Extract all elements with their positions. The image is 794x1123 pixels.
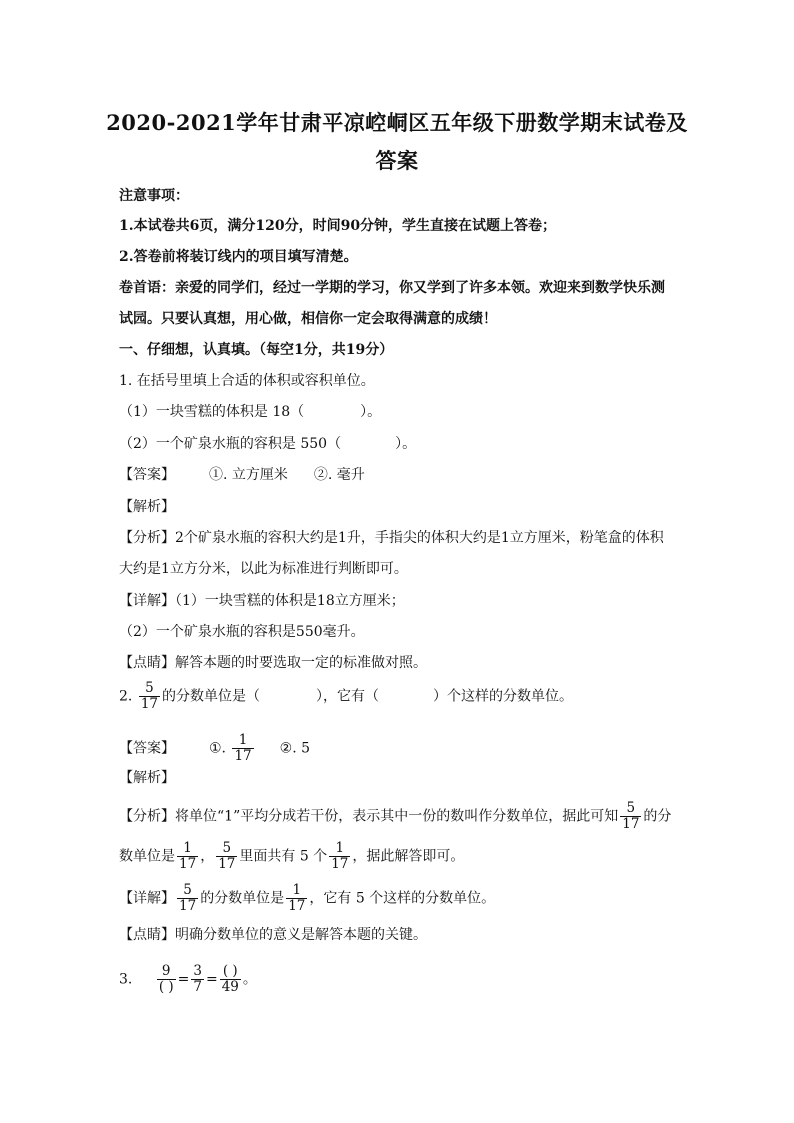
q1-sub-2 xyxy=(119,434,416,454)
q2-fenxi-text-c: 数单位是 xyxy=(119,848,175,865)
q1-analysis-label: 【解析】 xyxy=(119,499,175,515)
q2-fenxi-line-1 xyxy=(119,801,671,832)
q3-fraction-3 xyxy=(220,964,241,995)
q2-fenxi-fraction-5-17 xyxy=(620,801,641,832)
q2-stem-text-c: ）个这样的分数单位。 xyxy=(433,688,573,705)
q2-answer-fraction-1-17 xyxy=(232,733,253,764)
fraction-denominator: 17 xyxy=(218,856,236,872)
q1-fenxi-line-2: 大约是1立方分米，以此为标准进行判断即可。 xyxy=(119,561,408,577)
fraction-denominator: 17 xyxy=(179,898,197,914)
q2-detail-fraction-1-17 xyxy=(286,883,307,914)
fraction-denominator: 7 xyxy=(193,979,202,995)
fraction-denominator: 49 xyxy=(221,979,239,995)
q1-answer-1: ①. 立方厘米 xyxy=(209,467,288,483)
q2-analysis-label: 【解析】 xyxy=(119,770,175,786)
q2-fenxi-text-a: 【分析】将单位“1”平均分成若干份，表示其中一份的数叫作分数单位，据此可知 xyxy=(119,808,619,825)
q1-sub-1 xyxy=(119,402,381,422)
fraction-numerator: 1 xyxy=(177,841,198,857)
q1-detail-line-2: （2）一个矿泉水瓶的容积是550毫升。 xyxy=(119,624,365,640)
q3-fraction-1 xyxy=(157,964,176,995)
document-title-line-1: 2020-2021学年甘肃平凉崆峒区五年级下册数学期末试卷及 xyxy=(106,110,688,135)
q1-answer xyxy=(119,465,365,485)
q2-fenxi-fraction-1-17-a xyxy=(177,841,198,872)
fraction-numerator: 1 xyxy=(329,841,350,857)
preface-line-1: 卷首语：亲爱的同学们，经过一学期的学习，你又学到了许多本领。欢迎来到数学快乐测 xyxy=(119,280,665,296)
q1-answer-label: 【答案】 xyxy=(119,467,175,483)
fraction-numerator: 5 xyxy=(216,841,237,857)
q1-stem: 1. 在括号里填上合适的体积或容积单位。 xyxy=(119,373,375,389)
q2-answer-2: ②. 5 xyxy=(279,740,311,757)
q2-detail-fraction-5-17 xyxy=(177,883,198,914)
fraction-numerator: 9 xyxy=(157,964,176,980)
q2-fenxi-text-b: 的分 xyxy=(643,808,672,825)
q2-detail xyxy=(119,883,495,914)
q2-answer-1: ①. xyxy=(209,740,227,757)
fraction-numerator: 5 xyxy=(139,681,160,697)
q2-detail-text-a: 【详解】 xyxy=(119,890,175,907)
fraction-denominator: 17 xyxy=(288,898,306,914)
q1-detail-line-1: 【详解】（1）一块雪糕的体积是18立方厘米； xyxy=(119,593,405,609)
fraction-denominator: 17 xyxy=(622,816,640,832)
q1-sub-1-text-a: （1）一块雪糕的体积是 18（ xyxy=(119,404,305,420)
q2-stem-text-b: ），它有（ xyxy=(316,688,379,705)
q2-number: 2. xyxy=(119,688,133,705)
fraction-numerator: 1 xyxy=(286,883,307,899)
fraction-denominator: 17 xyxy=(331,856,349,872)
document-title-line-2: 答案 xyxy=(375,148,419,173)
fraction-denominator: 17 xyxy=(179,856,197,872)
q2-detail-text-b: 的分数单位是 xyxy=(200,890,285,907)
fraction-numerator: ( ) xyxy=(220,964,241,980)
q1-sub-1-text-b: ）。 xyxy=(360,404,382,420)
q1-sub-2-text-b: ）。 xyxy=(395,436,417,452)
q3-end-mark: 。 xyxy=(242,971,257,988)
fraction-numerator: 3 xyxy=(193,963,202,979)
q2-fenxi-text-e: 里面共有 5 个 xyxy=(239,848,328,865)
notes-item-2: 2.答卷前将装订线内的项目填写清楚。 xyxy=(119,249,358,265)
fraction-numerator: 1 xyxy=(232,733,253,749)
q3-number: 3. xyxy=(119,971,133,988)
q2-tip: 【点睛】明确分数单位的意义是解答本题的关键。 xyxy=(119,927,427,943)
q3-stem xyxy=(119,964,257,995)
notes-item-1: 1.本试卷共6页，满分120分，时间90分钟，学生直接在试题上答卷； xyxy=(119,218,557,234)
q3-equals-1: = xyxy=(177,971,190,988)
q1-answer-2: ②. 毫升 xyxy=(313,467,365,483)
q2-stem-text-a: 的分数单位是（ xyxy=(162,688,260,705)
q2-detail-text-c: ，它有 5 个这样的分数单位。 xyxy=(309,890,496,907)
fraction-denominator: ( ) xyxy=(158,979,174,995)
fraction-denominator: 17 xyxy=(140,696,158,712)
notes-heading: 注意事项： xyxy=(119,188,189,204)
q2-answer-label: 【答案】 xyxy=(119,740,175,757)
q1-tip: 【点睛】解答本题的时要选取一定的标准做对照。 xyxy=(119,655,427,671)
q2-stem xyxy=(119,681,573,712)
q3-equals-2: = xyxy=(205,971,218,988)
q2-fenxi-fraction-1-17-b xyxy=(329,841,350,872)
q2-fraction-5-17 xyxy=(139,681,160,712)
q2-fenxi-text-d: ， xyxy=(200,848,215,865)
q3-fraction-2 xyxy=(191,964,204,995)
q2-answer xyxy=(119,733,310,764)
q2-fenxi-line-2 xyxy=(119,841,464,872)
q1-sub-2-text-a: （2）一个矿泉水瓶的容积是 550（ xyxy=(119,436,342,452)
fraction-numerator: 5 xyxy=(620,801,641,817)
q2-fenxi-text-f: ，据此解答即可。 xyxy=(352,848,465,865)
fraction-denominator: 17 xyxy=(234,748,252,764)
q1-fenxi-line-1: 【分析】2个矿泉水瓶的容积大约是1升，手指尖的体积大约是1立方厘米，粉笔盒的体积 xyxy=(119,530,664,546)
section-1-heading: 一、仔细想，认真填。（每空1分，共19分） xyxy=(119,342,394,358)
fraction-numerator: 5 xyxy=(177,883,198,899)
q2-fenxi-fraction-5-17-b xyxy=(216,841,237,872)
preface-line-2: 试园。只要认真想，用心做，相信你一定会取得满意的成绩！ xyxy=(119,311,497,327)
